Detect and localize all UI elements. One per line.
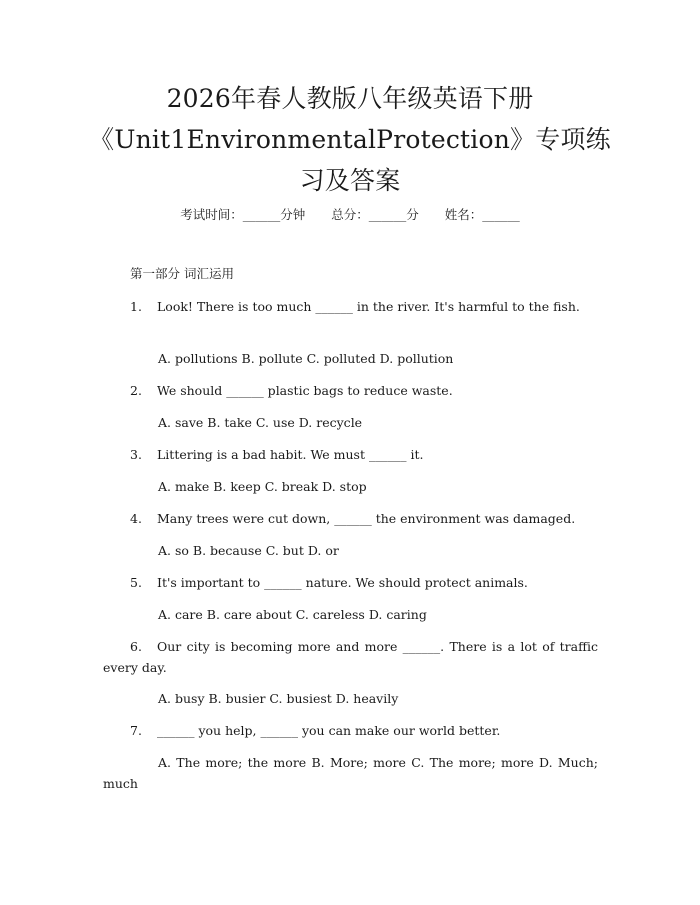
options-text: A. busy B. busier C. busiest D. heavily <box>158 691 399 706</box>
question-number: 1. <box>130 299 142 314</box>
section-heading: 第一部分 词汇运用 <box>130 266 234 281</box>
question-text: Littering is a bad habit. We must ______ it. <box>157 447 424 462</box>
title-line-3: 习及答案 <box>299 166 401 195</box>
document-title <box>60 78 640 201</box>
options-text: A. save B. take C. use D. recycle <box>158 415 363 430</box>
exam-info <box>0 206 700 224</box>
question-number: 3. <box>130 447 142 462</box>
question-text: ______ you help, ______ you can make our world better. <box>157 723 501 738</box>
question-number: 7. <box>130 723 142 738</box>
title-line-2: 《Unit1EnvironmentalProtection》专项练 <box>89 125 611 154</box>
question-text: Look! There is too much ______ in the river. It's harmful to the fish. <box>157 299 580 314</box>
question-text: It's important to ______ nature. We should protect animals. <box>157 575 528 590</box>
exam-time-field: 考试时间：______分钟 <box>180 207 306 222</box>
question-text: Our city is becoming more and more ______. There is a lot of traffic every day. <box>103 639 598 675</box>
options-text: A. pollutions B. pollute C. polluted D. pollution <box>158 351 454 366</box>
options-text: A. make B. keep C. break D. stop <box>158 479 367 494</box>
question-number: 2. <box>130 383 142 398</box>
question-number: 5. <box>130 575 142 590</box>
question-1 <box>103 296 598 317</box>
question-6 <box>103 636 598 678</box>
student-name-field: 姓名：______ <box>444 207 520 222</box>
options-text: A. The more; the more B. More; more C. The more; more D. Much; much <box>103 755 598 791</box>
question-text: Many trees were cut down, ______ the environment was damaged. <box>157 511 576 526</box>
question-text: We should ______ plastic bags to reduce waste. <box>157 383 453 398</box>
total-score-field: 总分：______分 <box>331 207 419 222</box>
question-number: 4. <box>130 511 142 526</box>
options-text: A. care B. care about C. careless D. caring <box>158 607 427 622</box>
question-7-options <box>103 752 598 794</box>
question-number: 6. <box>130 639 142 654</box>
options-text: A. so B. because C. but D. or <box>158 543 339 558</box>
title-line-1: 2026年春人教版八年级英语下册 <box>166 84 534 113</box>
